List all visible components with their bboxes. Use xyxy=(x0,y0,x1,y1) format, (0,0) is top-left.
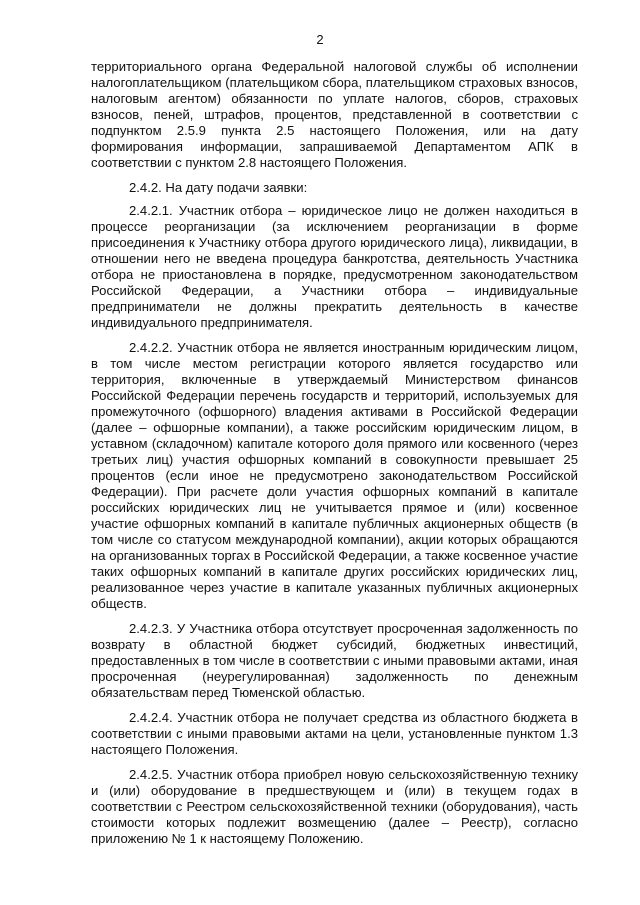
page-number: 2 xyxy=(316,32,324,47)
paragraph-2-4-2-3: 2.4.2.3. У Участника отбора отсутствует просроченная задолженность по возврату в областной бюджет субсидий, бюджетных инвестиций, предоставленных в том числе в соответствии с иными правовыми актами, иная просроченная (неурегулированная) задолженность по денежным обязательствам перед Тюменской областью. xyxy=(91,621,579,700)
paragraph-continuation: территориального органа Федеральной налоговой службы об исполнении налогоплательщиком (плательщиком сбора, плательщиком страховых взносов, налоговым агентом) обязанности по уплате налогов, сборов, страховых взносов, пеней, штрафов, процентов, представленной в соответствии с подпунктом 2.5.9 пункта 2.5 настоящего Положения, или на дату формирования информации, запрашиваемой Департаментом АПК в соответствии с пунктом 2.8 настоящего Положения. xyxy=(91,59,578,170)
paragraph-2-4-2-5: 2.4.2.5. Участник отбора приобрел новую сельскохозяйственную технику и (или) оборудование в предшествующем и (или) в текущем годах в соответствии с Реестром сельскохозяйственной техники (оборудования), часть стоимости которых подлежит возмещению (далее – Реестр), согласно приложению № 1 к настоящему Положению. xyxy=(91,767,578,846)
paragraph-2-4-2: 2.4.2. На дату подачи заявки: xyxy=(129,180,308,195)
paragraph-2-4-2-2: 2.4.2.2. Участник отбора не является иностранным юридическим лицом, в том числе местом регистрации которого является государство или территория, включенные в утверждаемый Министерством финансов Российской Федерации перечень государств и территорий, используемых для промежуточного (офшорного) владения активами в Российской Федерации (далее – офшорные компании), а также российским юридическим лицом, в уставном (складочном) капитале которого доля прямого или косвенного (через третьих лиц) участия офшорных компаний в совокупности превышает 25 процентов (если иное не предусмотрено законодательством Российской Федерации). При расчете доли участия офшорных компаний в капитале российских юридических лиц не учитывается прямое и (или) косвенное участие офшорных компаний в капитале публичных акционерных обществ (в том числе со статусом международной компании), акции которых обращаются на организованных торгах в Российской Федерации, а также косвенное участие таких офшорных компаний в капитале других российских юридических лиц, реализованное через участие в капитале указанных публичных акционерных обществ. xyxy=(91,340,578,611)
document-body xyxy=(91,59,578,856)
paragraph-2-4-2-4: 2.4.2.4. Участник отбора не получает средства из областного бюджета в соответствии с иными правовыми актами на цели, установленные пунктом 1.3 настоящего Положения. xyxy=(91,710,578,757)
paragraph-2-4-2-1: 2.4.2.1. Участник отбора – юридическое лицо не должен находиться в процессе реорганизации (за исключением реорганизации в форме присоединения к Участнику отбора другого юридического лица), ликвидации, в отношении него не введена процедура банкротства, деятельность Участника отбора не приостановлена в порядке, предусмотренном законодательством Российской Федерации, а Участники отбора – индивидуальные предприниматели не должны прекратить деятельность в качестве индивидуального предпринимателя. xyxy=(91,203,578,330)
